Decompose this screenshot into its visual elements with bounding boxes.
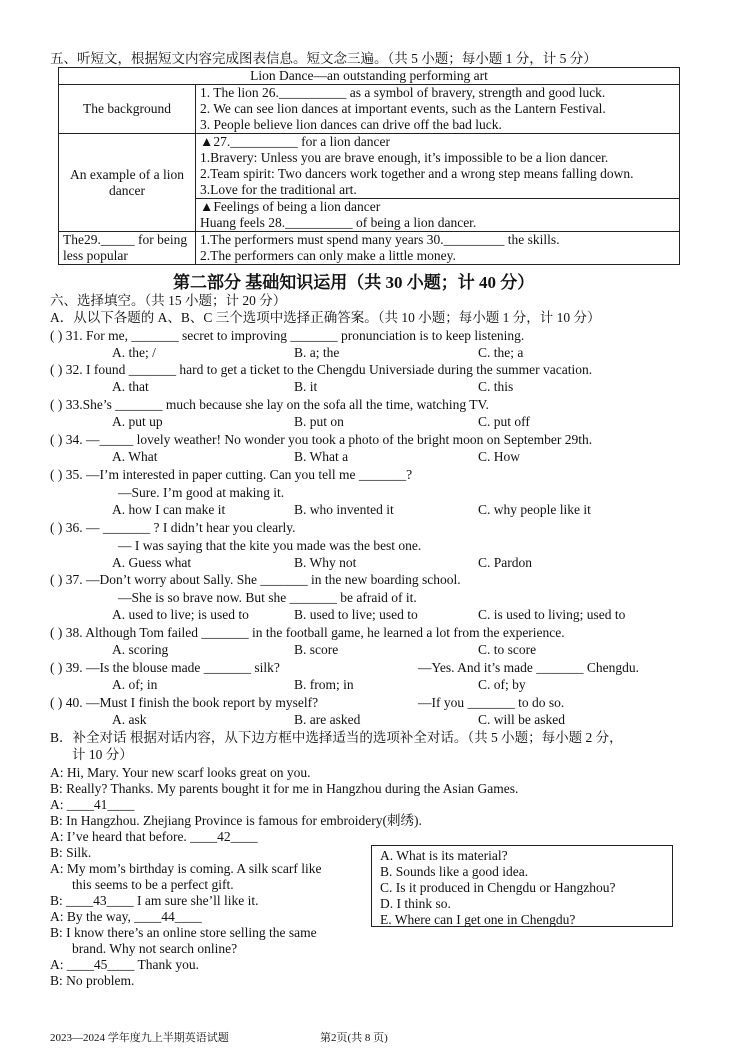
option-a: A. Guess what <box>112 555 192 570</box>
dialogue-line: A: By the way, ____44____ <box>50 909 202 924</box>
option-b: B. Why not <box>294 555 357 570</box>
page-number: 第2页(共 8 页) <box>320 1032 388 1044</box>
option-a: A. put up <box>112 414 163 429</box>
option-a: A. ask <box>112 712 147 727</box>
question-stem: ( ) 35. —I’m interested in paper cutting. Can you tell me _______? <box>50 467 413 482</box>
dialogue-line: B: No problem. <box>50 973 135 988</box>
table-line: 1.Bravery: Unless you are brave enough, it’s impossible to be a lion dancer. <box>200 150 609 165</box>
section6b-heading: B．补全对话 根据对话内容，从下边方框中选择适当的选项补全对话。（共 5 小题；每小题 2 分， <box>50 730 623 745</box>
option-a: A. scoring <box>112 642 169 657</box>
option-a: A. how I can make it <box>112 502 226 517</box>
dialogue-line: B: I know there’s an online store selling the same <box>50 925 317 940</box>
dialogue-line: A: ____41____ <box>50 797 135 812</box>
section6b-heading-cont: 计 10 分） <box>72 747 133 762</box>
dialogue-line: B: Silk. <box>50 845 92 860</box>
question-stem: ( ) 32. I found _______ hard to get a ticket to the Chengdu Universiade during the summer vacation. <box>50 362 593 377</box>
question-stem: ( ) 38. Although Tom failed _______ in the football game, he learned a lot from the experience. <box>50 625 565 640</box>
option-c: C. why people like it <box>478 502 591 517</box>
table-line: 3. People believe lion dances can drive off the bad luck. <box>200 117 502 132</box>
table-line: Huang feels 28.__________ of being a lion dancer. <box>200 215 477 230</box>
dialogue-line: this seems to be a perfect gift. <box>72 877 234 892</box>
section5-heading: 五、听短文，根据短文内容完成图表信息。短文念三遍。（共 5 小题；每小题 1 分，计 5 分） <box>50 51 597 66</box>
dialogue-line: B: ____43____ I am sure she’ll like it. <box>50 893 259 908</box>
question-stem: ( ) 34. —_____ lovely weather! No wonder you took a photo of the bright moon on September 29th. <box>50 432 593 447</box>
table-title: Lion Dance—an outstanding performing art <box>59 68 680 85</box>
dialogue-line: B: In Hangzhou. Zhejiang Province is famous for embroidery(刺绣). <box>50 813 422 828</box>
option-b: B. a; the <box>294 345 340 360</box>
question-stem: ( ) 33.She’s _______ much because she lay on the sofa all the time, watching TV. <box>50 397 489 412</box>
option-a: A. used to live; is used to <box>112 607 249 622</box>
dialogue-line: brand. Why not search online? <box>72 941 238 956</box>
row-label: The background <box>59 85 196 134</box>
option-c: C. Pardon <box>478 555 532 570</box>
question-reply: —She is so brave now. But she _______ be afraid of it. <box>118 590 417 605</box>
row-content <box>196 232 680 265</box>
option-a: A. What <box>112 449 158 464</box>
part2-heading: 第二部分 基础知识运用（共 30 小题；计 40 分） <box>173 273 535 292</box>
table-line: 3.Love for the traditional art. <box>200 182 357 197</box>
dialogue-line: A: Hi, Mary. Your new scarf looks great on you. <box>50 765 311 780</box>
option-b: B. it <box>294 379 318 394</box>
option-c: C. How <box>478 449 521 464</box>
question-stem: ( ) 40. —Must I finish the book report by myself? <box>50 695 319 710</box>
dialogue-line: A: My mom’s birthday is coming. A silk scarf like <box>50 861 322 876</box>
question-reply: —Yes. And it’s made _______ Chengdu. <box>418 660 640 675</box>
question-stem: ( ) 37. —Don’t worry about Sally. She _______ in the new boarding school. <box>50 572 461 587</box>
option-b: B. are asked <box>294 712 361 727</box>
question-stem: ( ) 36. — _______ ? I didn’t hear you clearly. <box>50 520 296 535</box>
question-reply: — I was saying that the kite you made was the best one. <box>118 538 422 553</box>
option-c: C. this <box>478 379 514 394</box>
option-item: E. Where can I get one in Chengdu? <box>380 912 576 927</box>
row-content <box>196 85 680 134</box>
option-item: A. What is its material? <box>380 848 508 863</box>
question-stem: ( ) 31. For me, _______ secret to improving _______ pronunciation is to keep listening. <box>50 328 525 343</box>
table-line: ▲27.__________ for a lion dancer <box>200 134 390 149</box>
table-line: ▲Feelings of being a lion dancer <box>200 199 381 214</box>
option-c: C. to score <box>478 642 537 657</box>
option-item: C. Is it produced in Chengdu or Hangzhou? <box>380 880 616 895</box>
dialogue-line: A: I’ve heard that before. ____42____ <box>50 829 258 844</box>
option-c: C. will be asked <box>478 712 565 727</box>
row-label: The29._____ for being less popular <box>59 232 196 265</box>
option-b: B. from; in <box>294 677 354 692</box>
option-b: B. What a <box>294 449 349 464</box>
question-reply: —Sure. I’m good at making it. <box>118 485 285 500</box>
option-c: C. of; by <box>478 677 526 692</box>
row-label: An example of a lion dancer <box>59 134 196 232</box>
footer-title: 2023—2024 学年度九上半期英语试题 <box>50 1032 229 1044</box>
listening-table <box>58 67 680 265</box>
option-item: D. I think so. <box>380 896 451 911</box>
option-item: B. Sounds like a good idea. <box>380 864 529 879</box>
option-a: A. the; / <box>112 345 156 360</box>
option-a: A. that <box>112 379 149 394</box>
dialogue-line: B: Really? Thanks. My parents bought it for me in Hangzhou during the Asian Games. <box>50 781 519 796</box>
option-c: C. the; a <box>478 345 524 360</box>
option-b: B. used to live; used to <box>294 607 418 622</box>
table-line: 2.The performers can only make a little money. <box>200 248 456 263</box>
option-b: B. score <box>294 642 339 657</box>
option-a: A. of; in <box>112 677 158 692</box>
row-content <box>196 134 680 232</box>
options-box <box>371 845 673 927</box>
table-line: 2. We can see lion dances at important events, such as the Lantern Festival. <box>200 101 606 116</box>
dialogue-line: A: ____45____ Thank you. <box>50 957 199 972</box>
option-b: B. who invented it <box>294 502 394 517</box>
table-line: 1. The lion 26.__________ as a symbol of bravery, strength and good luck. <box>200 85 606 100</box>
question-stem: ( ) 39. —Is the blouse made _______ silk? <box>50 660 280 675</box>
option-c: C. put off <box>478 414 530 429</box>
question-reply: —If you _______ to do so. <box>418 695 565 710</box>
table-line: 2.Team spirit: Two dancers work together and a wrong step means falling down. <box>200 166 634 181</box>
section6-heading: 六、选择填空。（共 15 小题；计 20 分） <box>50 293 287 308</box>
option-b: B. put on <box>294 414 344 429</box>
section6a-heading: A．从以下各题的 A、B、C 三个选项中选择正确答案。（共 10 小题；每小题 1 分，计 10 分） <box>50 310 601 325</box>
table-line: 1.The performers must spend many years 30._________ the skills. <box>200 232 560 247</box>
option-c: C. is used to living; used to <box>478 607 626 622</box>
